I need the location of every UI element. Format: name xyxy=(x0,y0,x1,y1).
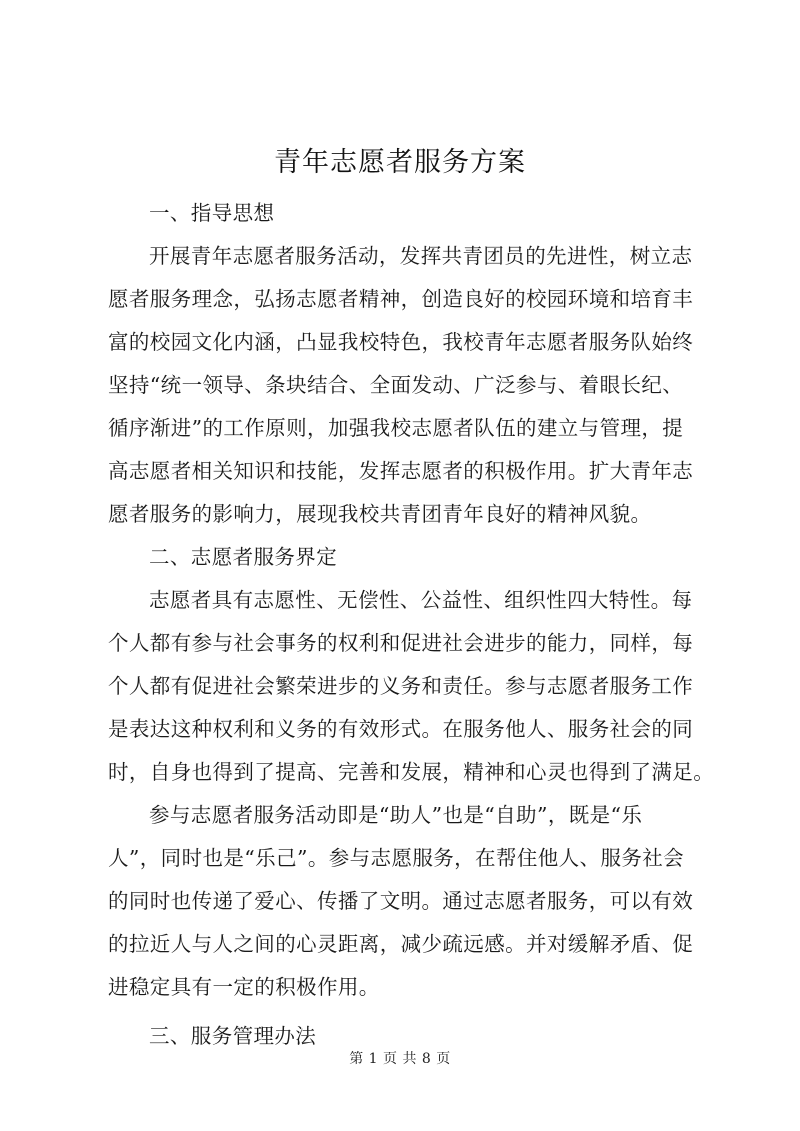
paragraph-line: 开展青年志愿者服务活动，发挥共青团员的先进性，树立志 xyxy=(149,244,693,268)
paragraph-line: 时，自身也得到了提高、完善和发展，精神和心灵也得到了满足。 xyxy=(108,760,715,784)
paragraph-line: 的拉近人与人之间的心灵距离，减少疏远感。并对缓解矛盾、促 xyxy=(108,932,694,956)
paragraph-line: 高志愿者相关知识和技能，发挥志愿者的积极作用。扩大青年志 xyxy=(108,459,694,483)
paragraph-line: 富的校园文化内涵，凸显我校特色，我校青年志愿者服务队始终 xyxy=(108,330,694,354)
paragraph-line: 人”，同时也是“乐己”。参与志愿服务，在帮住他人、服务社会 xyxy=(108,846,685,870)
section-heading: 二、志愿者服务界定 xyxy=(149,545,338,569)
document-body xyxy=(108,192,715,1058)
paragraph-line: 循序渐进”的工作原则，加强我校志愿者队伍的建立与管理，提 xyxy=(108,416,684,440)
section-heading: 一、指导思想 xyxy=(149,201,275,225)
document-title: 青年志愿者服务方案 xyxy=(274,147,526,178)
page-footer: 第 1 页 共 8 页 xyxy=(349,1051,451,1067)
section-heading: 三、服务管理办法 xyxy=(149,1024,317,1048)
paragraph-line: 的同时也传递了爱心、传播了文明。通过志愿者服务，可以有效 xyxy=(108,889,694,913)
paragraph-line: 是表达这种权利和义务的有效形式。在服务他人、服务社会的同 xyxy=(108,717,694,741)
paragraph-line: 个人都有参与社会事务的权利和促进社会进步的能力，同样，每 xyxy=(108,631,694,655)
paragraph-line: 个人都有促进社会繁荣进步的义务和责任。参与志愿者服务工作 xyxy=(108,674,694,698)
paragraph-line: 愿者服务的影响力，展现我校共青团青年良好的精神风貌。 xyxy=(108,502,652,526)
paragraph-line: 愿者服务理念，弘扬志愿者精神，创造良好的校园环境和培育丰 xyxy=(108,287,694,311)
paragraph-line: 志愿者具有志愿性、无偿性、公益性、组织性四大特性。每 xyxy=(149,588,693,612)
paragraph-line: 进稳定具有一定的积极作用。 xyxy=(108,975,380,999)
paragraph-line: 参与志愿者服务活动即是“助人”也是“自助”，既是“乐 xyxy=(149,803,643,827)
paragraph-line: 坚持“统一领导、条块结合、全面发动、广泛参与、着眼长纪、 xyxy=(108,373,684,397)
